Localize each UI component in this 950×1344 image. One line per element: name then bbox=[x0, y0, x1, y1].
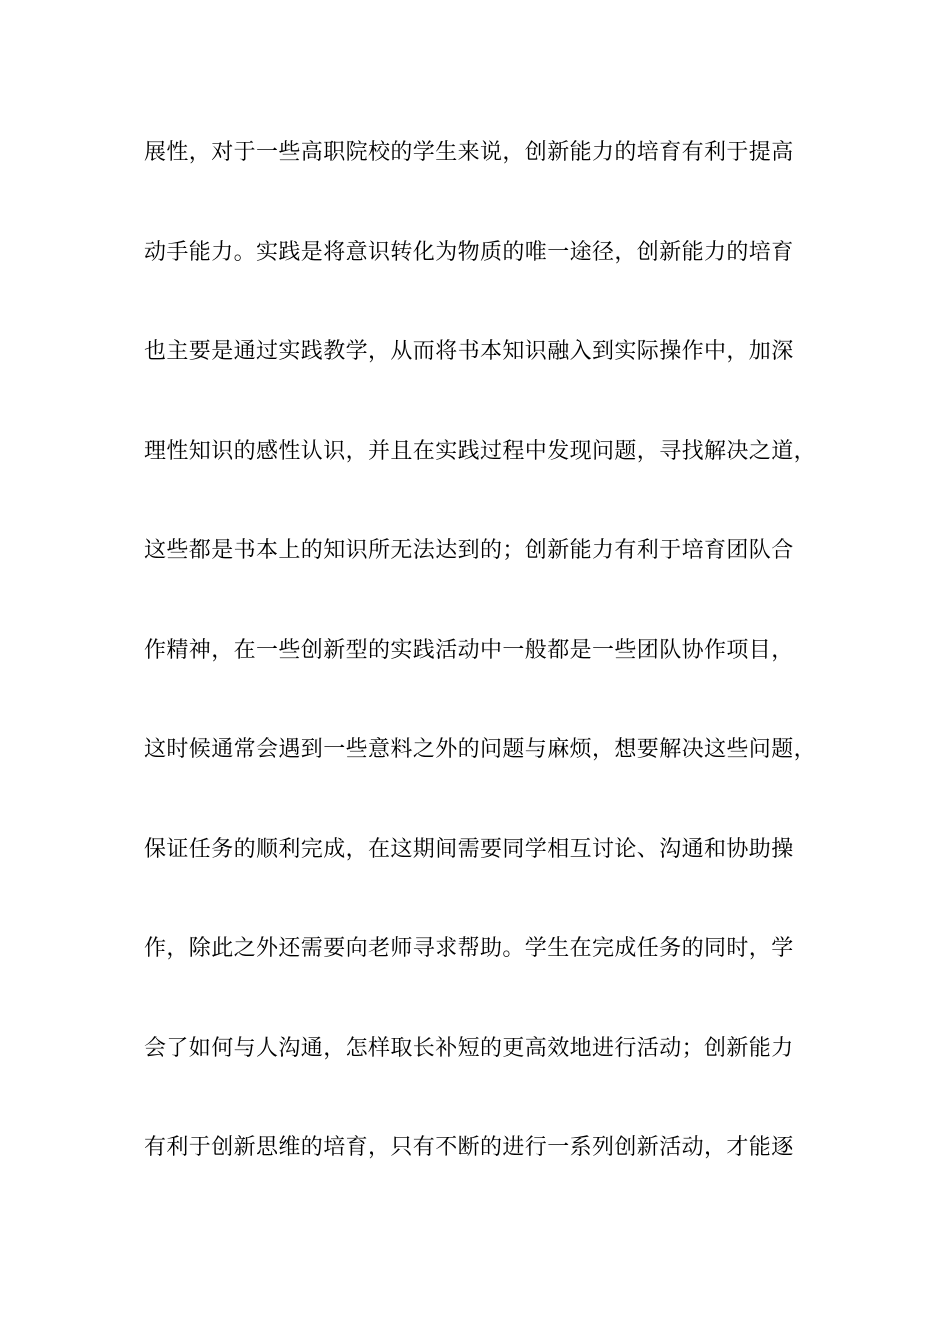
text-line: 有利于创新思维的培育，只有不断的进行一系列创新活动，才能逐 bbox=[144, 1135, 794, 1160]
text-line: 作精神，在一些创新型的实践活动中一般都是一些团队协作项目， bbox=[144, 637, 794, 663]
text-line: 理性知识的感性认识，并且在实践过程中发现问题，寻找解决之道， bbox=[144, 438, 817, 464]
text-line: 保证任务的顺利完成，在这期间需要同学相互讨论、沟通和协助操 bbox=[144, 836, 794, 862]
text-line: 这些都是书本上的知识所无法达到的；创新能力有利于培育团队合 bbox=[144, 538, 794, 563]
text-line: 会了如何与人沟通，怎样取长补短的更高效地进行活动；创新能力 bbox=[144, 1035, 794, 1061]
text-line: 动手能力。实践是将意识转化为物质的唯一途径，创新能力的培育 bbox=[144, 239, 794, 265]
text-line: 也主要是通过实践教学，从而将书本知识融入到实际操作中，加深 bbox=[144, 339, 794, 364]
text-line: 展性，对于一些高职院校的学生来说，创新能力的培育有利于提高 bbox=[144, 140, 794, 165]
text-line: 这时候通常会遇到一些意料之外的问题与麻烦，想要解决这些问题， bbox=[144, 737, 817, 762]
body-text bbox=[144, 128, 834, 1223]
text-line: 作，除此之外还需要向老师寻求帮助。学生在完成任务的同时，学 bbox=[144, 936, 794, 961]
